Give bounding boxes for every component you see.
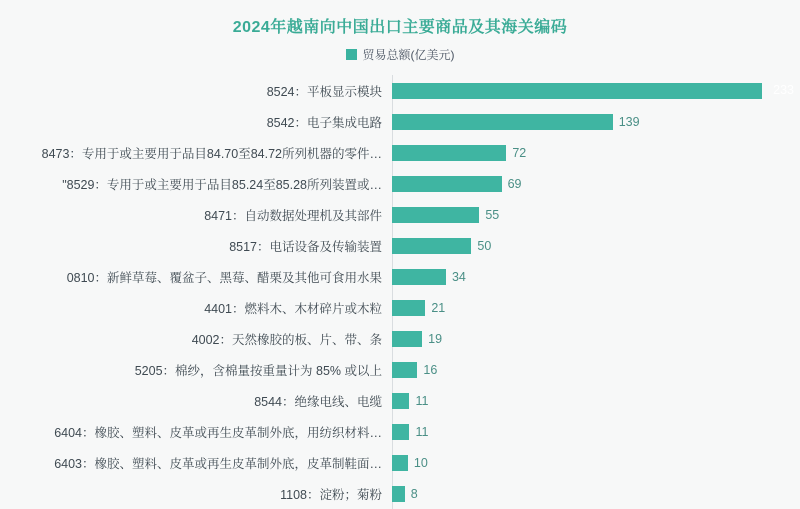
bar-value-label: 50 xyxy=(477,238,492,253)
chart-bar-row xyxy=(0,292,800,323)
category-label: 8524：平板显示模块 xyxy=(266,84,382,99)
category-label: 8544：绝缘电线、电缆 xyxy=(254,394,382,409)
chart-bar-row xyxy=(0,75,800,106)
bar-track xyxy=(392,478,800,509)
bar[interactable] xyxy=(392,486,405,502)
chart-bar-row xyxy=(0,354,800,385)
bar-value-label: 8 xyxy=(410,486,418,501)
category-label: 6403：橡胶、塑料、皮革或再生皮革制外底，皮革制鞋面… xyxy=(54,456,382,471)
chart-bar-row xyxy=(0,168,800,199)
category-label: 4002：天然橡胶的板、片、带、条 xyxy=(191,332,382,347)
bar-track xyxy=(392,230,800,261)
bar-track xyxy=(392,168,800,199)
chart-plot-area xyxy=(0,75,800,509)
chart-bar-row xyxy=(0,385,800,416)
bar-value-label: 69 xyxy=(507,176,522,191)
chart-bar-row xyxy=(0,137,800,168)
bar[interactable] xyxy=(392,176,502,192)
bar-value-label: 19 xyxy=(428,331,443,346)
bar[interactable] xyxy=(392,238,471,254)
chart-bar-row xyxy=(0,230,800,261)
bar-value-label: 55 xyxy=(485,207,500,222)
category-label: 8542：电子集成电路 xyxy=(266,115,382,130)
bar[interactable] xyxy=(392,455,408,471)
category-label: 6404：橡胶、塑料、皮革或再生皮革制外底，用纺织材料… xyxy=(54,425,382,440)
bar[interactable] xyxy=(392,393,409,409)
category-label: "8529：专用于或主要用于品目85.24至85.28所列装置或… xyxy=(62,177,382,192)
bar-track xyxy=(392,354,800,385)
bar-value-label: 34 xyxy=(451,269,466,284)
bar[interactable] xyxy=(392,207,479,223)
bar-value-label: 11 xyxy=(415,393,429,408)
chart-legend xyxy=(0,46,800,63)
bar-track xyxy=(392,447,800,478)
bar-value-label: 11 xyxy=(415,424,429,439)
chart-bar-row xyxy=(0,106,800,137)
bar[interactable] xyxy=(392,331,422,347)
bar-track xyxy=(392,292,800,323)
legend-item-label: 贸易总额(亿美元) xyxy=(362,48,455,62)
category-label: 0810：新鲜草莓、覆盆子、黑莓、醋栗及其他可食用水果 xyxy=(66,270,382,285)
bar-value-label: 16 xyxy=(423,362,438,377)
bar-value-label: 10 xyxy=(413,455,428,470)
legend-swatch-icon xyxy=(346,49,357,60)
bar-value-label: 139 xyxy=(618,114,640,129)
chart-title: 2024年越南向中国出口主要商品及其海关编码 xyxy=(232,19,568,36)
bar-track xyxy=(392,385,800,416)
category-label: 8473：专用于或主要用于品目84.70至84.72所列机器的零件… xyxy=(41,146,382,161)
bar-track xyxy=(392,261,800,292)
bar-track xyxy=(392,416,800,447)
category-label: 1108：淀粉；菊粉 xyxy=(280,487,382,502)
category-label: 5205：棉纱，含棉量按重量计为 85% 或以上 xyxy=(134,363,382,378)
bar-track xyxy=(392,199,800,230)
bar[interactable] xyxy=(392,114,613,130)
bar-track xyxy=(392,137,800,168)
bar[interactable] xyxy=(392,300,425,316)
bar-track xyxy=(392,106,800,137)
chart-bar-row xyxy=(0,261,800,292)
bar[interactable] xyxy=(392,82,794,99)
category-label: 8471：自动数据处理机及其部件 xyxy=(204,208,382,223)
bar-track xyxy=(392,323,800,354)
chart-bar-row xyxy=(0,416,800,447)
bar-value-label: 233 xyxy=(773,82,794,97)
chart-bar-row xyxy=(0,447,800,478)
category-label: 8517：电话设备及传输装置 xyxy=(229,239,382,254)
bar[interactable] xyxy=(392,269,446,285)
bar-value-label: 21 xyxy=(431,300,446,315)
bar[interactable] xyxy=(392,362,417,378)
category-label: 4401：燃料木、木材碎片或木粒 xyxy=(204,301,382,316)
chart-bar-row xyxy=(0,478,800,509)
bar[interactable] xyxy=(392,145,506,161)
bar[interactable] xyxy=(392,424,409,440)
bar-value-label: 72 xyxy=(512,145,527,160)
chart-bar-row xyxy=(0,199,800,230)
chart-bar-row xyxy=(0,323,800,354)
bar-track xyxy=(392,75,800,106)
